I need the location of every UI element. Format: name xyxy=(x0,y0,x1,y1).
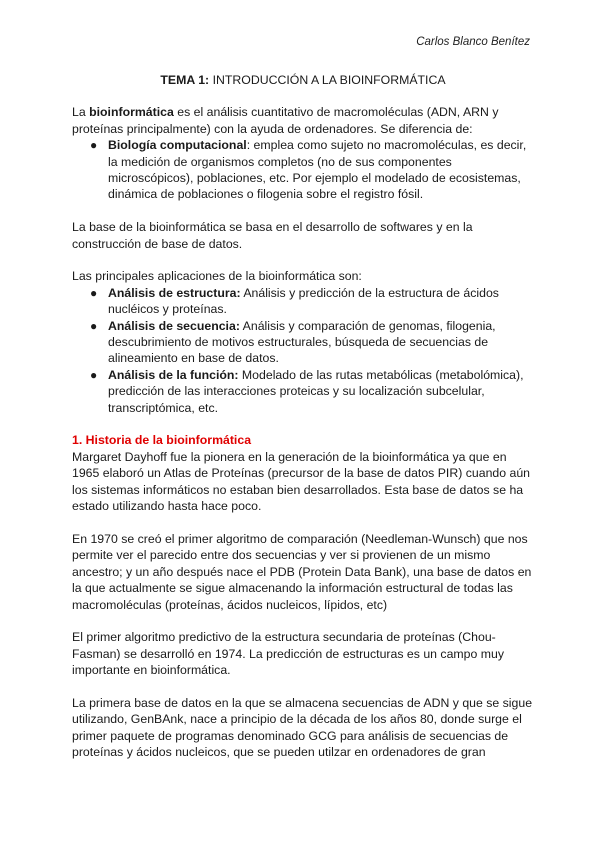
list-item xyxy=(90,318,534,367)
bullet-icon: ● xyxy=(90,138,98,153)
history-paragraph: El primer algoritmo predictivo de la estructura secundaria de proteínas (Chou-Fasman) se desarrolló en 1974. La predicción de estructuras es un campo muy importante en bioinformática. xyxy=(72,630,504,678)
document-body xyxy=(72,72,534,777)
aplicaciones-paragraph: Las principales aplicaciones de la bioinformática son: xyxy=(72,269,362,284)
history-paragraph: La primera base de datos en la que se almacena secuencias de ADN y que se sigue utilizando, GenBAnk, nace a principio de la década de los años 80, donde surge el primer paquete de programas denominado GCG para análisis de secuencias de proteínas y ácidos nucleicos, que se pueden utilzar en ordenadores de gran xyxy=(72,695,533,760)
list-item-text: : emplea como sujeto no macromoléculas, es decir, la medición de organismos completos (no de sus componentes microscópicos), poblaciones, etc. Por ejemplo el modelado de ecosistemas, dinámica de poblaciones o filogenia sobre el registro fósil. xyxy=(108,138,527,202)
intro-paragraph xyxy=(72,104,534,137)
page-title xyxy=(72,72,534,88)
list-item-text: Análisis y predicción de la estructura de ácidos nucléicos y proteínas. xyxy=(108,285,499,317)
intro-pre: La xyxy=(72,105,90,120)
list-item xyxy=(90,137,534,203)
history-paragraph: Margaret Dayhoff fue la pionera en la generación de la bioinformática ya que en 1965 elaboró un Atlas de Proteínas (precursor de la base de datos PIR) cuando aún los sistemas informáticos no estaban bien desarrollados. Esta base de datos se ha estado utilizando hasta hace poco. xyxy=(72,449,531,514)
aplicaciones-list xyxy=(72,285,534,416)
list-item xyxy=(90,285,534,318)
bullet-icon: ● xyxy=(90,318,98,333)
history-paragraph: En 1970 se creó el primer algoritmo de comparación (Needleman-Wunsch) que nos permite ver el parecido entre dos secuencias y ver si provienen de un mismo ancestro; y un año después nace el PDB (Protein Data Bank), una base de datos en la que actualmente se sigue almacenando la información estructural de todas las macromoléculas (proteínas, ácidos nucleicos, lípidos, etc) xyxy=(72,531,532,612)
intro-post: es el análisis cuantitativo de macromoléculas (ADN, ARN y proteínas principalmente) con la ayuda de ordenadores. Se diferencia de: xyxy=(72,105,499,136)
bullet-icon: ● xyxy=(90,285,98,300)
list-item-text: Análisis y comparación de genomas, filogenia, descubrimiento de motivos estructurales, búsqueda de secuencias de alineamiento en base de datos. xyxy=(108,318,496,366)
list-item xyxy=(90,367,534,416)
list-item-bold: Análisis de secuencia: xyxy=(108,318,240,333)
author-header: Carlos Blanco Benítez xyxy=(416,36,530,48)
title-rest: INTRODUCCIÓN A LA BIOINFORMÁTICA xyxy=(209,73,446,87)
intro-list xyxy=(72,137,534,203)
list-item-text: Modelado de las rutas metabólicas (metabolómica), predicción de las interacciones proteicas y su localización subcelular, transcriptómica, etc. xyxy=(108,367,524,415)
title-bold: TEMA 1: xyxy=(160,73,210,87)
bullet-icon: ● xyxy=(90,367,98,382)
intro-bold: bioinformática xyxy=(89,105,174,120)
list-item-bold: Biología computacional xyxy=(108,138,247,153)
list-item-bold: Análisis de la función: xyxy=(108,367,239,382)
base-paragraph: La base de la bioinformática se basa en el desarrollo de softwares y en la construcción de base de datos. xyxy=(72,220,473,251)
section-heading: 1. Historia de la bioinformática xyxy=(72,433,252,448)
list-item-bold: Análisis de estructura: xyxy=(108,285,241,300)
